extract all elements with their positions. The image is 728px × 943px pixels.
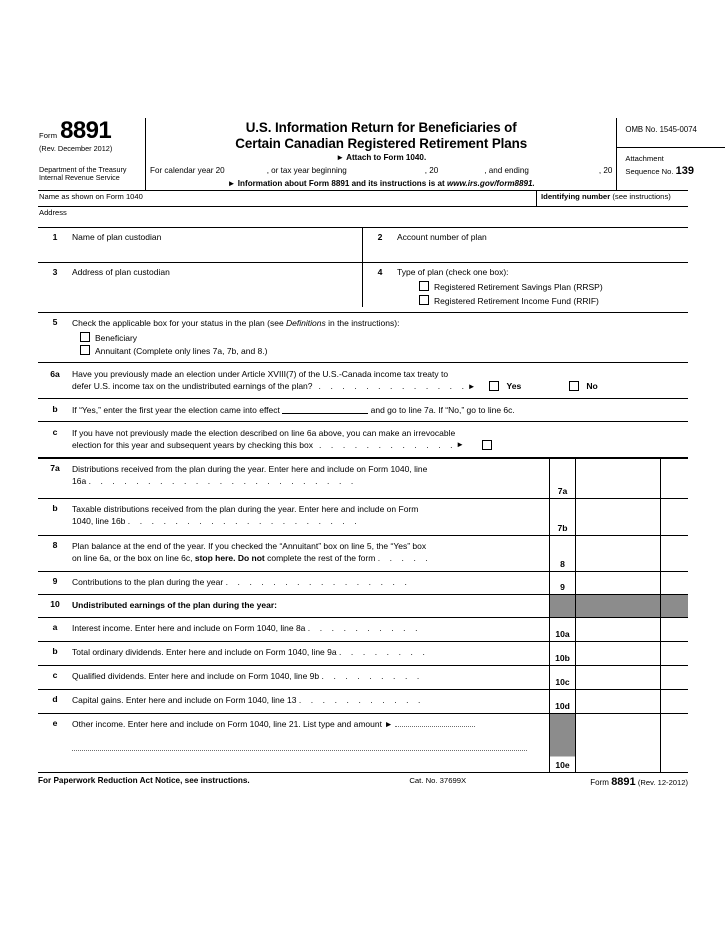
line-4-option-2-label: Registered Retirement Income Fund (RRIF) — [434, 296, 599, 307]
line-10a-cents-input[interactable] — [661, 618, 688, 641]
line-4-option-1-label: Registered Retirement Savings Plan (RRSP) — [434, 282, 603, 293]
line-4-label: Type of plan (check one box): — [397, 266, 509, 277]
table-row — [38, 642, 688, 666]
attachment-label-line-2: Sequence No. — [625, 166, 674, 176]
line-10b-cents-input[interactable] — [661, 642, 688, 665]
identifying-number-label: Identifying number — [541, 191, 611, 201]
line-9-text — [72, 576, 545, 591]
form-title-line-1: U.S. Information Return for Beneficiaries of — [245, 120, 517, 135]
line-1-label: Name of plan custodian — [72, 231, 162, 242]
line-10a-text-label: Interest income. Enter here and include on Form 1040, line 8a — [72, 622, 306, 633]
line-10b-amount-input[interactable] — [576, 642, 661, 665]
leader-dots-6c: . . . . . . . . . . . . — [318, 439, 457, 450]
line-10a-amount-input[interactable] — [576, 618, 661, 641]
arrow-icon-6a: ► — [467, 381, 476, 391]
ending-year-field[interactable]: , 20 — [598, 166, 613, 176]
line-6a-yes-label: Yes — [506, 381, 522, 392]
line-10b-number: b — [52, 646, 58, 657]
form-title-line-2: Certain Canadian Registered Retirement Plans — [235, 135, 528, 151]
line-7b-amount-input[interactable] — [576, 499, 661, 535]
line-7a-amount-input[interactable] — [576, 459, 661, 498]
line-6a-answer-row — [72, 380, 684, 392]
line-8-text-post: complete the rest of the form — [264, 552, 376, 563]
line-8-text-pre: on line 6a, or the box on line 6c, — [72, 552, 195, 563]
line-10e-description — [38, 714, 550, 772]
line-10c-cents-input[interactable] — [661, 666, 688, 689]
table-row — [38, 618, 688, 642]
line-8-text-line-1: Plan balance at the end of the year. If you checked the “Annuitant” box on line 5, the “Yes” box — [72, 540, 427, 551]
line-7a-number: 7a — [50, 463, 60, 474]
footer-form-identity — [532, 776, 688, 789]
form-header — [38, 117, 697, 191]
line-10e-label: 10e — [550, 714, 576, 772]
line-6c-text-line-2: election for this year and subsequent years by checking this box — [72, 439, 313, 450]
catalog-number: Cat. No. 37699X — [409, 776, 467, 786]
line-5-option-2-label: Annuitant (Complete only lines 7a, 7b, and 8.) — [95, 346, 268, 357]
table-row — [38, 595, 688, 618]
line-3-cell[interactable] — [38, 263, 363, 307]
checkbox-rrsp-icon[interactable] — [419, 281, 429, 291]
name-field-label: Name as shown on Form 1040 — [39, 191, 143, 201]
line-10a-label: 10a — [550, 618, 576, 641]
line-6a-no-label: No — [586, 381, 598, 392]
tax-year-beginning-label: , or tax year beginning — [266, 166, 347, 176]
line-10-text — [72, 599, 545, 614]
line-9-amount-input[interactable] — [576, 572, 661, 594]
form-word-label: Form — [39, 131, 58, 141]
line-5-body — [72, 317, 688, 358]
department-block — [39, 166, 141, 184]
name-and-id-row — [38, 191, 688, 207]
line-4-option-rrsp[interactable] — [397, 281, 684, 293]
line-10e-type-input-1[interactable] — [395, 719, 475, 727]
line-10b-text — [72, 646, 545, 662]
table-row — [38, 690, 688, 714]
calendar-year-label: For calendar year 20 — [150, 166, 225, 176]
line-10e-bottom — [38, 730, 549, 753]
line-7a-text-line-1: Distributions received from the plan during the year. Enter here and include on Form 1040, line — [72, 463, 428, 474]
line-10d-amount-input[interactable] — [576, 690, 661, 713]
line-10d-description — [38, 690, 550, 713]
line-3-number: 3 — [52, 267, 58, 278]
identifying-number-field[interactable] — [537, 191, 688, 206]
line-10d-text — [72, 694, 545, 710]
line-9-label: 9 — [550, 572, 576, 594]
line-8-label: 8 — [550, 536, 576, 571]
line-10e-cents-input[interactable] — [661, 714, 688, 772]
table-row — [38, 459, 688, 499]
line-6b-text: If “Yes,” enter the first year the election came into effect — [72, 404, 280, 415]
line-10b-text-label: Total ordinary dividends. Enter here and include on Form 1040, line 9a — [72, 646, 337, 657]
line-8-amount-input[interactable] — [576, 536, 661, 571]
line-10-text-label: Undistributed earnings of the plan during the year: — [72, 599, 277, 610]
line-7b-text-line-2 — [72, 515, 545, 527]
line-4-cell — [363, 263, 688, 312]
line-10d-text-label: Capital gains. Enter here and include on Form 1040, line 13 — [72, 694, 297, 705]
line-10b-description — [38, 642, 550, 665]
line-8-stop-here-bold: stop here. Do not — [194, 552, 265, 563]
department-line-2: Internal Revenue Service — [39, 173, 120, 183]
instructions-prefix: ► Information about Form 8891 and its instructions is at — [227, 178, 447, 188]
tax-year-row — [150, 166, 612, 176]
form-revision-date: (Rev. December 2012) — [39, 143, 113, 153]
line-4-option-rrif[interactable] — [397, 295, 684, 307]
line-6a-text-line-1: Have you previously made an election under Article XVIII(7) of the U.S.-Canada income tax treaty to — [72, 369, 449, 380]
line-3-4-row — [38, 263, 688, 313]
table-row — [38, 572, 688, 595]
instructions-url[interactable]: www.irs.gov/form8891. — [446, 178, 535, 188]
paperwork-reduction-notice: For Paperwork Reduction Act Notice, see instructions. — [38, 775, 250, 785]
instructions-link-line — [150, 179, 612, 189]
line-10c-amount-input[interactable] — [576, 666, 661, 689]
line-1-2-row — [38, 228, 688, 263]
line-6c-number: c — [52, 427, 58, 438]
line-10c-number: c — [52, 670, 58, 681]
leader-dots-8: . . . . . — [377, 552, 432, 563]
line-6a-text-line-2: defer U.S. income tax on the undistributed earnings of the plan? — [72, 381, 313, 392]
line-9-cents-input[interactable] — [661, 572, 688, 594]
line-7a-description — [38, 459, 550, 498]
line-8-text-line-2 — [72, 552, 545, 564]
address-field-label: Address — [39, 207, 67, 217]
line-10d-cents-input[interactable] — [661, 690, 688, 713]
amounts-table — [38, 458, 688, 773]
line-5-number: 5 — [52, 317, 58, 328]
line-10c-text — [72, 670, 545, 686]
line-10b-label: 10b — [550, 642, 576, 665]
line-5-row — [38, 313, 688, 364]
line-5-option-1-label: Beneficiary — [95, 332, 138, 343]
line-3-label: Address of plan custodian — [72, 266, 170, 277]
line-6a-number: 6a — [50, 368, 60, 379]
form-number: 8891 — [60, 117, 112, 144]
name-field[interactable] — [38, 191, 537, 206]
line-10-cents-shaded — [661, 595, 688, 617]
line-6c-answer-row — [72, 439, 684, 451]
leader-dots-7b: . . . . . . . . . . . . . . . . . . . . — [127, 515, 361, 526]
line-9-number: 9 — [52, 576, 58, 587]
table-row — [38, 499, 688, 536]
line-7a-cents-input[interactable] — [661, 459, 688, 498]
line-7b-description — [38, 499, 550, 535]
attach-to-note: ► Attach to Form 1040. — [336, 152, 427, 162]
line-10c-label: 10c — [550, 666, 576, 689]
line-10-description — [38, 595, 550, 617]
table-row — [38, 666, 688, 690]
line-6b-row — [38, 399, 688, 422]
line-10a-text — [72, 622, 545, 638]
form-number-block — [39, 117, 141, 144]
line-9-description — [38, 572, 550, 594]
table-row — [38, 536, 688, 572]
checkbox-yes-icon[interactable] — [489, 381, 499, 391]
checkbox-6c-election-icon[interactable] — [482, 440, 492, 450]
line-10-amount-shaded — [576, 595, 661, 617]
line-10e-top — [38, 718, 549, 730]
beginning-year-field[interactable]: , 20 — [424, 166, 439, 176]
footer-form-word: Form — [590, 777, 609, 787]
line-4-content — [397, 267, 684, 308]
line-9-text-label: Contributions to the plan during the year — [72, 576, 224, 587]
line-5-instruction — [72, 317, 684, 329]
line-10e-type-input-2[interactable] — [72, 743, 527, 751]
irs-form-8891 — [38, 117, 697, 789]
line-7b-text — [72, 503, 545, 532]
leader-dots-10c: . . . . . . . . . — [321, 670, 423, 681]
department-line-1: Department of the Treasury — [39, 164, 127, 174]
line-6c-row — [38, 422, 688, 458]
line-6b-number: b — [52, 404, 58, 415]
line-7b-number: b — [52, 503, 58, 514]
line-10a-description — [38, 618, 550, 641]
line-8-text — [72, 540, 545, 568]
line-2-label: Account number of plan — [397, 231, 487, 242]
line-7a-text-line-2-label: 16a — [72, 475, 87, 486]
checkbox-no-icon[interactable] — [569, 381, 579, 391]
line-7b-cents-input[interactable] — [661, 499, 688, 535]
leader-dots-10b: . . . . . . . . — [338, 646, 429, 657]
line-10c-text-label: Qualified dividends. Enter here and include on Form 1040, line 9b — [72, 670, 320, 681]
leader-dots-10d: . . . . . . . . . . . — [298, 694, 425, 705]
line-6a-row — [38, 363, 688, 398]
line-10d-label: 10d — [550, 690, 576, 713]
line-7b-text-line-2-label: 1040, line 16b — [72, 515, 126, 526]
attachment-sequence-block — [617, 148, 725, 178]
ending-label: , and ending — [484, 166, 529, 176]
attachment-sequence-number: 139 — [675, 164, 694, 177]
line-10c-description — [38, 666, 550, 689]
line-1-number: 1 — [52, 232, 58, 243]
omb-number: OMB No. 1545-0074 — [617, 118, 725, 148]
line-2-cell[interactable] — [363, 228, 688, 262]
line-6b-body — [72, 404, 688, 416]
checkbox-annuitant-icon[interactable] — [80, 345, 90, 355]
leader-dots-9: . . . . . . . . . . . . . . . . — [225, 576, 411, 587]
header-omb-block — [617, 118, 725, 190]
attachment-label-line-1: Attachment — [625, 154, 664, 163]
footer-form-number: 8891 — [611, 775, 636, 788]
line-5-text-a: Check the applicable box for your status in the plan (see — [72, 317, 287, 328]
line-6a-yes-option[interactable] — [489, 380, 521, 392]
checkbox-rrif-icon[interactable] — [419, 295, 429, 305]
identifying-number-hint: (see instructions) — [612, 191, 671, 201]
form-footer — [38, 773, 688, 789]
line-6c-body — [72, 427, 688, 451]
arrow-icon-6c: ► — [456, 440, 465, 450]
line-5-text-b: in the instructions): — [325, 317, 400, 328]
line-10e-number: e — [52, 718, 58, 729]
line-5-option-beneficiary[interactable] — [72, 332, 684, 344]
line-7b-text-line-1: Taxable distributions received from the plan during the year. Enter here and include on Form — [72, 503, 419, 514]
line-10d-number: d — [52, 694, 58, 705]
line-10-number: 10 — [50, 599, 60, 610]
leader-dots-10a: . . . . . . . . . . — [307, 622, 422, 633]
line-10e-amount-input[interactable] — [576, 714, 661, 772]
line-8-cents-input[interactable] — [661, 536, 688, 571]
leader-dots-6a: . . . . . . . . . . . . . — [318, 381, 468, 392]
line-8-description — [38, 536, 550, 571]
line-8-number: 8 — [52, 540, 58, 551]
line-5-option-annuitant[interactable] — [72, 345, 684, 357]
line-7a-label: 7a — [550, 459, 576, 498]
header-title-block — [146, 118, 617, 190]
line-10e-text-label: Other income. Enter here and include on Form 1040, line 21. List type and amount ► — [72, 718, 393, 729]
leader-dots-7a: . . . . . . . . . . . . . . . . . . . . . . . — [88, 475, 357, 486]
line-1-cell[interactable] — [38, 228, 363, 262]
line-6b-year-input[interactable] — [282, 404, 368, 414]
table-row — [38, 714, 688, 772]
line-2-number: 2 — [377, 232, 383, 243]
line-10-label-shaded — [550, 595, 576, 617]
line-6c-text-line-1: If you have not previously made the election described on line 6a above, you can make an irrevocable — [72, 427, 456, 438]
line-5-definitions-italic: Definitions — [286, 317, 326, 328]
header-form-identity — [38, 118, 146, 190]
line-10e-text — [72, 718, 549, 730]
line-7a-text — [72, 463, 545, 495]
line-7a-text-line-2 — [72, 475, 545, 487]
address-field[interactable] — [38, 207, 688, 228]
line-7b-label: 7b — [550, 499, 576, 535]
line-6a-no-option[interactable] — [569, 380, 597, 392]
line-4-number: 4 — [377, 267, 383, 278]
line-6a-body — [72, 368, 688, 392]
line-10a-number: a — [52, 622, 58, 633]
footer-form-revision: (Rev. 12-2012) — [637, 777, 688, 787]
checkbox-beneficiary-icon[interactable] — [80, 332, 90, 342]
line-6b-text-after: and go to line 7a. If “No,” go to line 6c. — [370, 404, 515, 415]
